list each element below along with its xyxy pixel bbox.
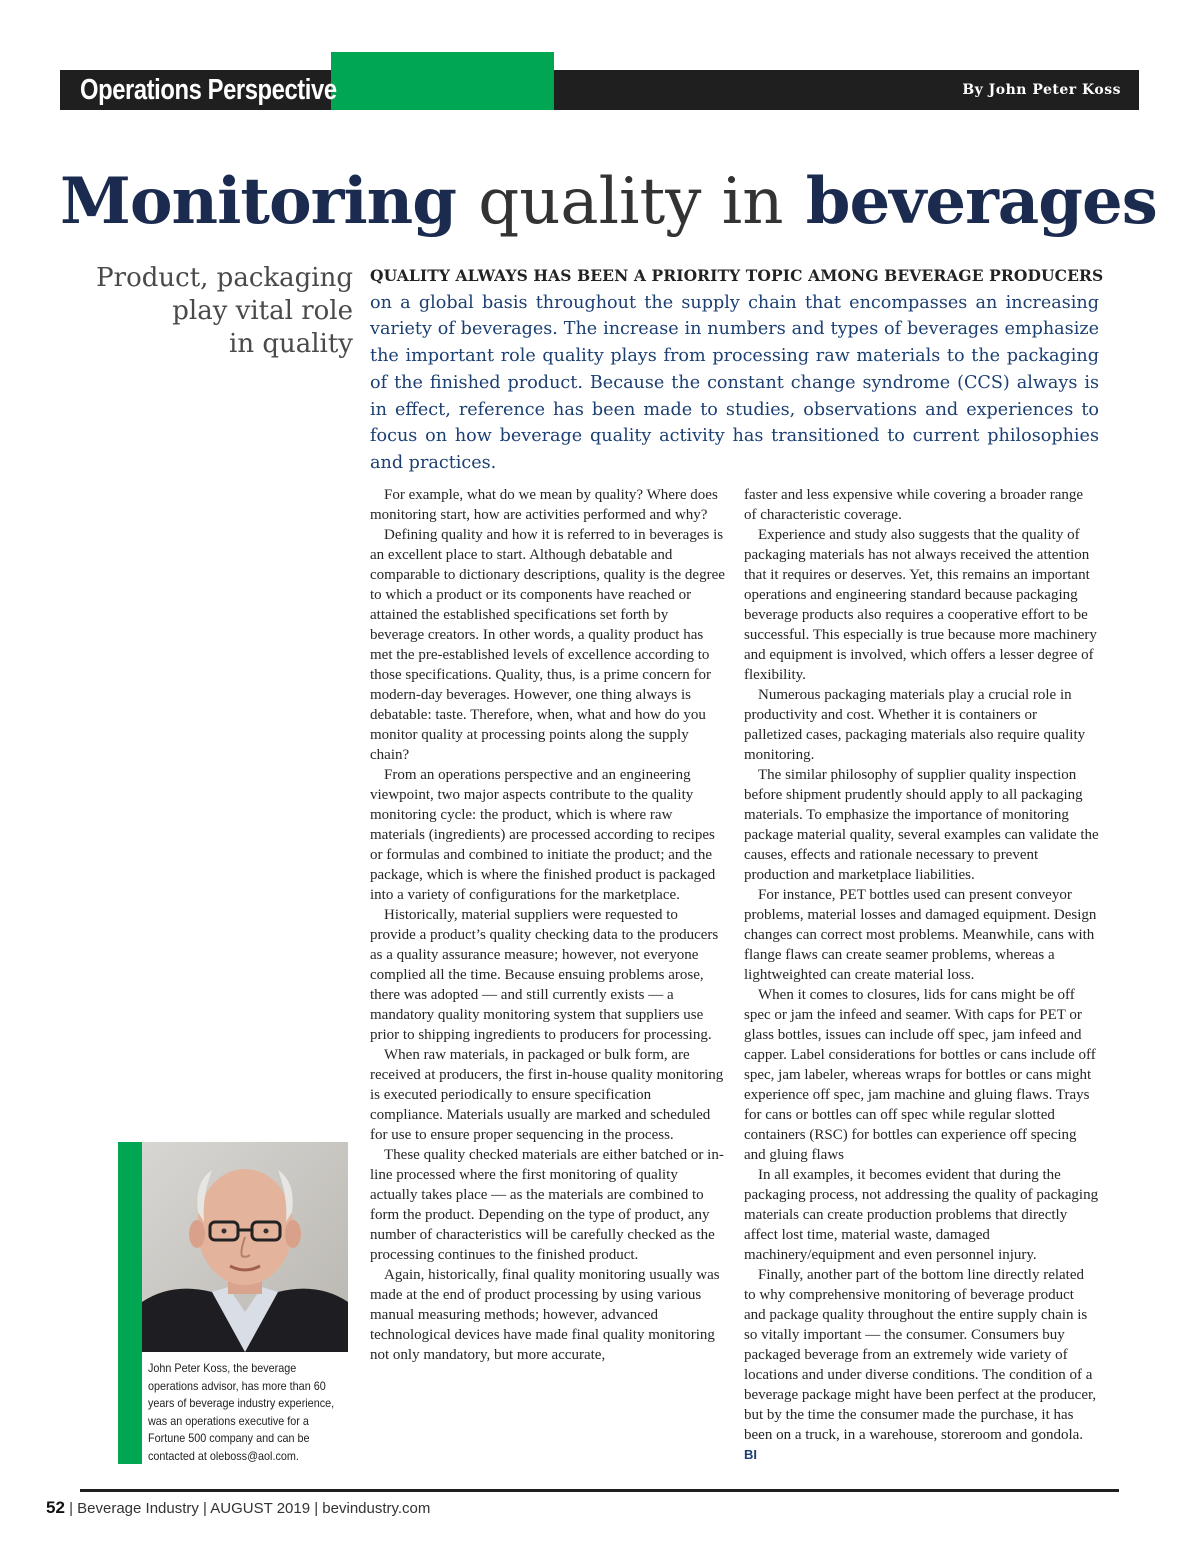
body-paragraph-last [744,1265,1099,1465]
body-paragraph: Again, historically, final quality monitoring usually was made at the end of product processing by using various manual measuring methods; however, advanced technological devices have made final quality monitoring not only mandatory, but more accurate, [370,1267,720,1363]
author-accent-bar [118,1142,142,1464]
title-word-quality-in: quality in [478,165,784,239]
subhead-line: Product, packaging [96,263,353,293]
body-paragraph: These quality checked materials are either batched or in-line processed where the first monitoring of quality actually takes place — as the materials are combined to form the product. Depending on the type of product, any number of characteristics will be carefully checked as the processing continues to the finished product. [370,1147,724,1263]
body-column-left [370,485,725,1365]
section-label: Operations Perspective [80,74,337,106]
body-paragraph: In all examples, it becomes evident that during the packaging process, not addressing the quality of packaging materials can create production problems that directly affect lost time, material waste, damaged machinery/equipment and even personnel injury. [744,1167,1099,1263]
title-word-monitoring: Monitoring [60,164,456,239]
body-paragraph: Historically, material suppliers were requested to provide a product’s quality checking data to the producers as a quality assurance measure; however, not everyone complied all the time. Because ensuing problems arose, there was adopted — and still currently exists — a mandatory quality monitoring system that suppliers use prior to shipping ingredients to producers for processing. [370,907,719,1043]
intro-paragraph [370,263,1104,477]
page-title [60,160,1157,244]
footer-text: | Beverage Industry | AUGUST 2019 | bevindustry.com [69,1500,431,1517]
subhead-line: in quality [229,329,353,359]
author-portrait-image [142,1142,348,1352]
body-paragraph: For example, what do we mean by quality? Where does monitoring start, how are activities performed and why? [370,487,718,523]
author-photo [142,1142,348,1352]
body-paragraph: Numerous packaging materials play a crucial role in productivity and cost. Whether it is containers or palletized cases, packaging materials also require quality monitoring. [744,687,1086,763]
title-word-beverages: beverages [805,164,1157,239]
body-paragraph: Experience and study also suggests that the quality of packaging materials has not always received the attention that it requires or deserves. Yet, this remains an important operations and engineering standard because packaging beverage products also requires a cooperative effort to be successful. This especially is true because more machinery and equipment is involved, which offers a lesser degree of flexibility. [744,527,1097,683]
body-paragraph: The similar philosophy of supplier quality inspection before shipment prudently should apply to all packaging materials. To emphasize the importance of monitoring package material quality, several examples can validate the causes, effects and rationale necessary to prevent production and marketplace liabilities. [744,767,1099,883]
body-paragraph: faster and less expensive while covering a broader range of characteristic coverage. [744,487,1084,523]
end-mark: BI [744,1447,757,1462]
subhead [60,262,353,361]
body-column-right [744,485,1099,1465]
byline [962,70,1121,110]
subhead-line: play vital role [172,296,353,326]
intro-text: on a global basis throughout the supply chain that encompasses an increasing variety of beverages. The increase in numbers and types of beverages emphasize the important role quality plays from processing raw materials to the packaging of the finished product. Because the constant change syndrome (CCS) always is in effect, reference has been made to studies, observations and experiences to focus on how beverage quality activity has transitioned to current philosophies and practices. [370,292,1099,473]
body-paragraph: When it comes to closures, lids for cans might be off spec or jam the infeed and seamer. With caps for PET or glass bottles, issues can include off spec, jam infeed and capper. Label considerations for bottles or cans include off spec, jam labeler, whereas wraps for bottles or cans might experience off spec, jam machine and gluing flaws. Trays for cans or bottles can off spec while regular slotted containers (RSC) for bottles can experience off specing and gluing flaws [744,987,1096,1163]
body-paragraph: For instance, PET bottles used can present conveyor problems, material losses and damaged equipment. Design changes can correct most problems. Meanwhile, cans with flange flaws can create seamer problems, whereas a lightweighted can create material loss. [744,887,1097,983]
footer-rule [80,1489,1119,1492]
footer [46,1497,430,1520]
body-paragraph: From an operations perspective and an engineering viewpoint, two major aspects contribute to the quality monitoring cycle: the product, which is where raw materials (ingredients) are processed according to recipes or formulas and combined to initiate the product; and the package, which is where the finished product is packaged into a variety of configurations for the marketplace. [370,767,716,903]
page-number: 52 [46,1498,65,1517]
header-accent-block [331,52,554,110]
body-paragraph: When raw materials, in packaged or bulk form, are received at producers, the first in-house quality monitoring is executed periodically to ensure specification compliance. Materials usually are marked and scheduled for use to ensure proper sequencing in the process. [370,1047,724,1143]
byline-author: John Peter Koss [988,82,1121,98]
closing-text: Finally, another part of the bottom line directly related to why comprehensive monitoring of beverage product and package quality throughout the entire supply chain is so vitally important — the consumer. Consumers buy packaged beverage from an extremely wide variety of locations and under diverse conditions. The condition of a beverage package might have been perfect at the producer, but by the time the consumer made the purchase, it has been on a truck, in a warehouse, storeroom and gondola. [744,1267,1097,1443]
intro-lead: QUALITY ALWAYS HAS BEEN A PRIORITY TOPIC AMONG BEVERAGE PRODUCERS [370,266,1104,285]
byline-prefix: By [962,82,984,98]
body-paragraph: Defining quality and how it is referred to in beverages is an excellent place to start. Although debatable and comparable to dictionary descriptions, quality is the degree to which a product or its components have reached or attained the established specifications set forth by beverage creators. In other words, a quality product has met the pre-established levels of excellence according to those specifications. Quality, thus, is a prime concern for modern-day beverages. However, one thing always is debatable: taste. Therefore, when, what and how do you monitor quality at processing points along the supply chain? [370,527,725,763]
author-caption: John Peter Koss, the beverage operations advisor, has more than 60 years of beverage industry experience, was an operations executive for a Fortune 500 company and can be contacted at oleboss@aol.com. [148,1361,335,1463]
